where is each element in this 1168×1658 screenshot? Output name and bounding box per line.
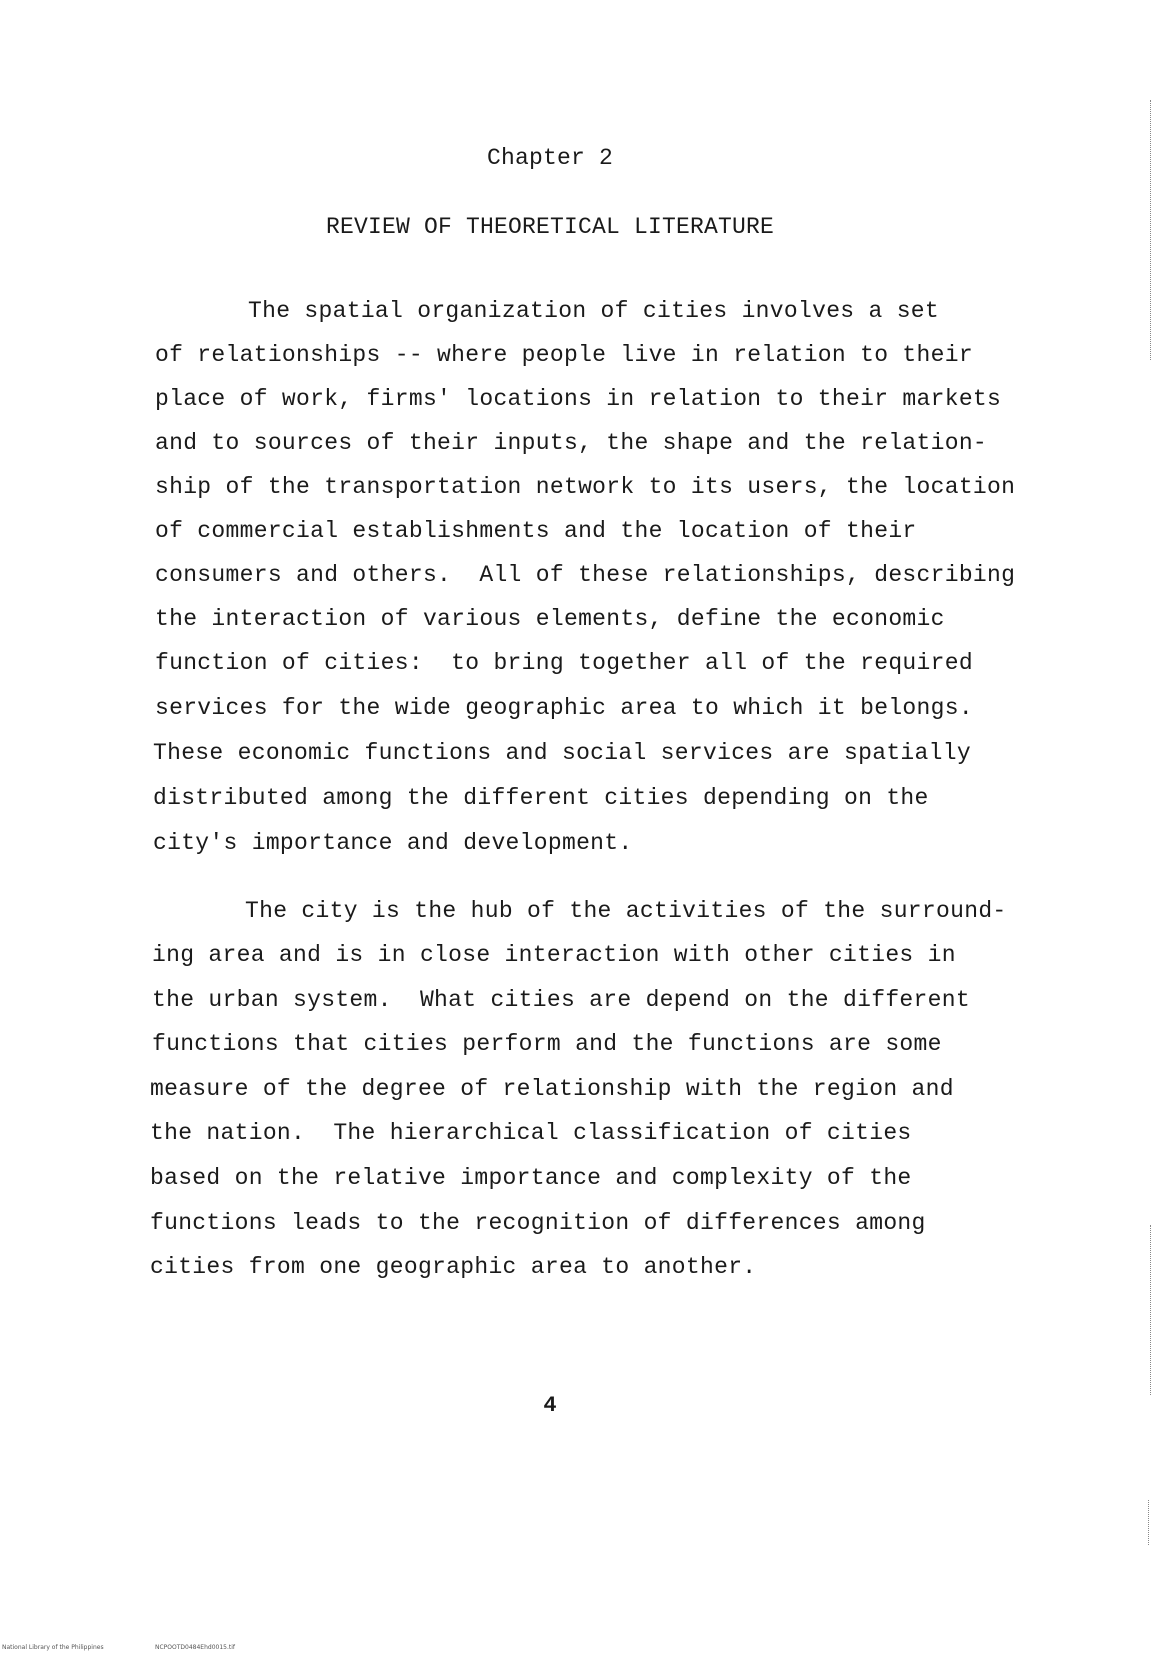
scan-edge-marks	[1148, 1500, 1151, 1545]
text-line: the interaction of various elements, define the economic	[155, 606, 945, 632]
text-line: of relationships -- where people live in relation to their	[155, 342, 973, 368]
text-line: distributed among the different cities depending on the	[153, 785, 929, 811]
text-line: ing area and is in close interaction with other cities in	[152, 942, 956, 968]
text-line: The spatial organization of cities involves a set	[248, 298, 940, 324]
text-line: cities from one geographic area to another.	[150, 1254, 757, 1280]
text-line: measure of the degree of relationship with the region and	[150, 1076, 954, 1102]
text-line: These economic functions and social services are spatially	[153, 740, 971, 766]
text-line: city's importance and development.	[153, 830, 633, 856]
text-line: services for the wide geographic area to which it belongs.	[155, 695, 973, 721]
text-line: place of work, firms' locations in relation to their markets	[155, 386, 1002, 412]
text-line: consumers and others. All of these relationships, describing	[155, 562, 1016, 588]
text-line: of commercial establishments and the location of their	[155, 518, 917, 544]
section-title: REVIEW OF THEORETICAL LITERATURE	[325, 214, 775, 240]
text-line: the urban system. What cities are depend on the different	[152, 987, 970, 1013]
scan-edge-marks	[1150, 100, 1153, 360]
footer-source: National Library of the Philippines	[2, 1644, 104, 1651]
scan-edge-marks	[1150, 1225, 1153, 1395]
text-line: based on the relative importance and complexity of the	[150, 1165, 912, 1191]
page-number: 4	[543, 1393, 557, 1418]
chapter-label: Chapter 2	[486, 145, 614, 171]
text-line: functions that cities perform and the functions are some	[152, 1031, 942, 1057]
text-line: the nation. The hierarchical classification of cities	[150, 1120, 912, 1146]
text-line: The city is the hub of the activities of the surround-	[245, 898, 1007, 924]
text-line: ship of the transportation network to its users, the location	[155, 474, 1016, 500]
text-line: and to sources of their inputs, the shape and the relation-	[155, 430, 988, 456]
footer-filename: NCPOOTD0484Ehd0015.tif	[155, 1644, 236, 1651]
text-line: functions leads to the recognition of differences among	[150, 1210, 926, 1236]
text-line: function of cities: to bring together all of the required	[155, 650, 973, 676]
